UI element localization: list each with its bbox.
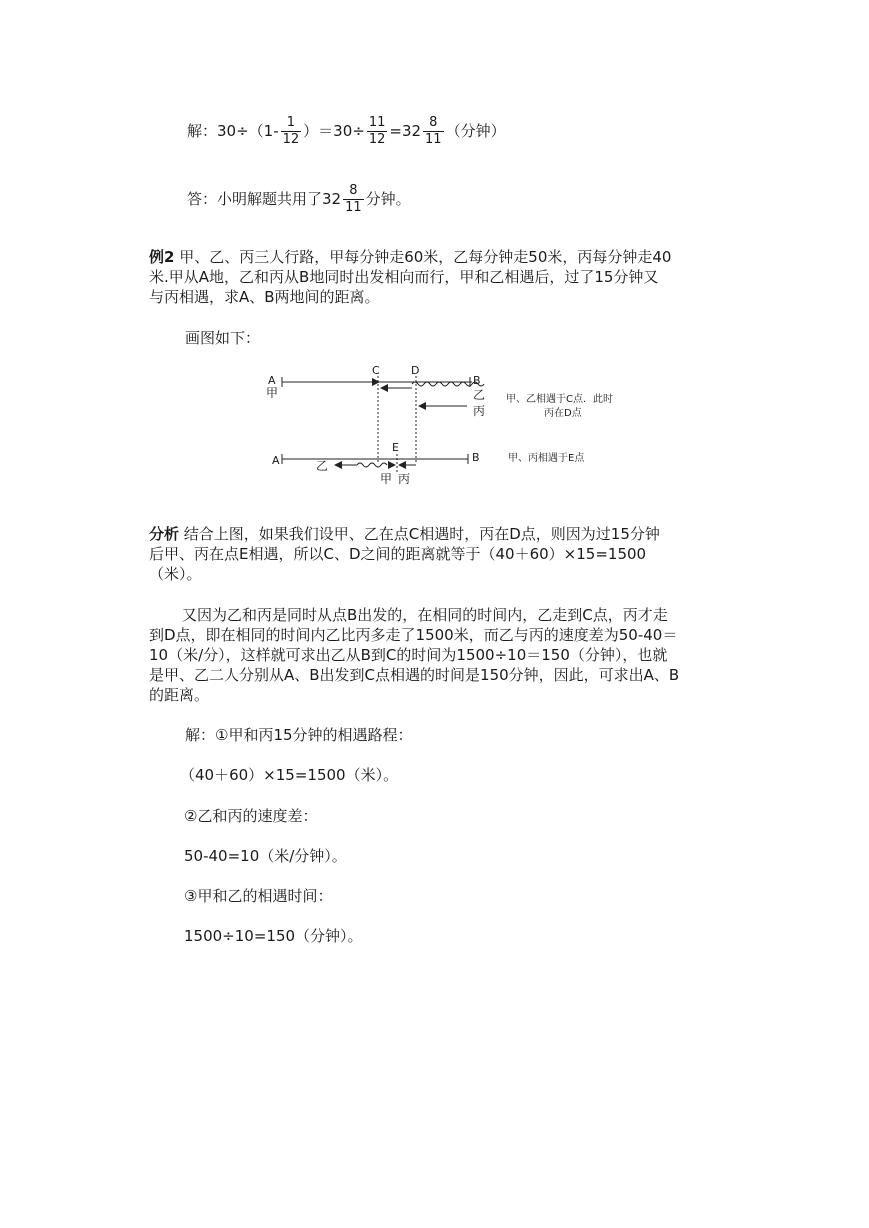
step-2: ②乙和丙的速度差：	[184, 807, 318, 825]
label-bottom-a: A	[272, 454, 280, 467]
label-top-b: B	[473, 374, 481, 387]
meeting-diagram	[262, 362, 662, 492]
example2-line-3: 与丙相遇，求A、B两地间的距离。	[149, 288, 380, 306]
solution-eq: =32	[389, 122, 422, 140]
arrow-bing-bottom	[398, 461, 406, 469]
solution-suffix: （分钟）	[445, 122, 506, 140]
label-bottom-yi: 乙	[316, 459, 329, 473]
analysis-text-1: 结合上图，如果我们设甲、乙在点C相遇时，丙在D点，则因为过15分钟	[179, 525, 660, 543]
label-bottom-b: B	[472, 451, 480, 464]
label-top-bing: 丙	[473, 404, 486, 418]
example2-label: 例2	[149, 248, 175, 266]
label-bottom-e: E	[392, 441, 399, 454]
analysis-line-1	[149, 524, 660, 544]
fraction-8-11: $\frac{8}{11}$	[425, 115, 442, 147]
fraction-11-12: $\frac{11}{12}$	[368, 115, 386, 147]
arrow-jia-bottom	[388, 461, 396, 469]
step-2-calc: 50-40=10（米/分钟）。	[184, 847, 347, 865]
solution-mid: ）＝30÷	[303, 122, 365, 140]
arrow-yi-top	[380, 384, 388, 392]
arrow-jia-top	[372, 378, 380, 386]
para2-line-3: 10（米/分），这样就可求出乙从B到C的时间为1500÷10＝150（分钟），也就	[149, 646, 668, 664]
para2-line-5: 的距离。	[149, 686, 210, 704]
draw-intro: 画图如下：	[185, 329, 261, 347]
answer-line-1	[187, 183, 411, 216]
label-top-a: A	[268, 374, 276, 387]
step-3: ③甲和乙的相遇时间：	[184, 887, 333, 905]
analysis-label: 分析	[149, 525, 180, 543]
note-1-line-2: 丙在D点	[544, 408, 582, 419]
label-top-d: D	[411, 364, 420, 377]
fraction-1-12: $\frac{1}{12}$	[282, 115, 300, 147]
answer-suffix: 分钟。	[365, 190, 411, 208]
para2-line-2: 到D点，即在相同的时间内乙比丙多走了1500米，而乙与丙的速度差为50-40＝	[149, 626, 678, 644]
label-top-c: C	[372, 364, 380, 377]
example2-line-2: 米.甲从A地，乙和丙从B地同时出发相向而行，甲和乙相遇后，过了15分钟又	[149, 268, 659, 286]
answer-fraction: $\frac{8}{11}$	[345, 183, 362, 215]
analysis-line-3: （米）。	[149, 565, 202, 583]
arrow-yi-bottom	[334, 461, 342, 469]
arrow-bing-top	[418, 402, 426, 410]
label-bottom-bing: 丙	[398, 472, 411, 486]
step-1-calc: （40＋60）×15=1500（米）。	[180, 766, 399, 784]
label-top-jia: 甲	[266, 386, 279, 400]
note-2: 甲、丙相遇于E点	[508, 453, 585, 464]
wave-bottom	[357, 463, 387, 467]
analysis-line-2: 后甲、丙在点E相遇，所以C、D之间的距离就等于（40＋60）×15=1500	[149, 545, 647, 563]
answer-prefix: 答：小明解题共用了32	[187, 190, 342, 208]
example2-text-1: 甲、乙、丙三人行路，甲每分钟走60米，乙每分钟走50米，丙每分钟走40	[174, 248, 672, 266]
solution-line-1	[187, 115, 506, 148]
step-1: 解：①甲和丙15分钟的相遇路程：	[185, 726, 413, 744]
step-3-calc: 1500÷10=150（分钟）。	[184, 927, 363, 945]
para2-line-4: 是甲、乙二人分别从A、B出发到C点相遇的时间是150分钟，因此，可求出A、B	[149, 666, 680, 684]
para2-line-1: 又因为乙和丙是同时从点B出发的，在相同的时间内，乙走到C点，丙才走	[182, 606, 668, 624]
note-1-line-1: 甲、乙相遇于C点．此时	[506, 394, 613, 405]
label-top-yi: 乙	[473, 388, 486, 402]
solution-prefix: 解：30÷（1-	[187, 122, 279, 140]
label-bottom-jia: 甲	[380, 472, 393, 486]
example2-line-1	[149, 247, 671, 267]
